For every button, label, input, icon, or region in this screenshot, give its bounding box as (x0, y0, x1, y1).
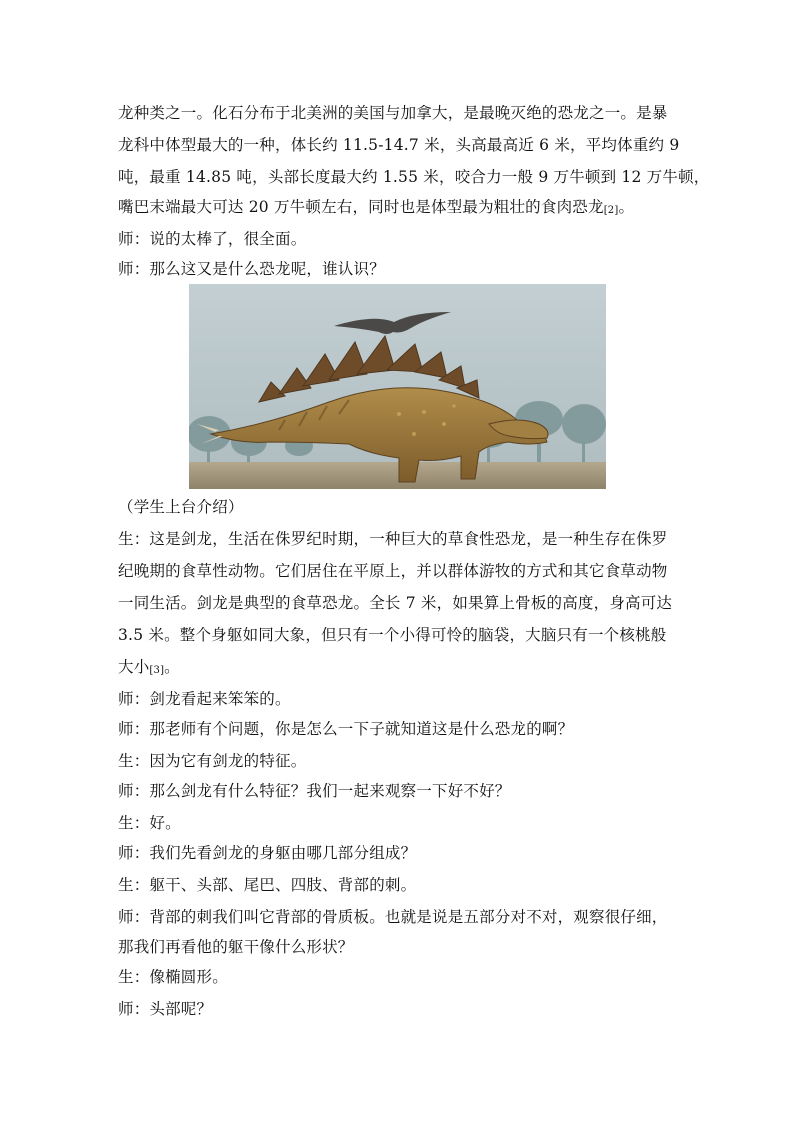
student-line-2: 纪晚期的食草性动物。它们居住在平原上，并以群体游牧的方式和其它食草动物 (118, 562, 668, 580)
reference-2: [2] (603, 205, 619, 216)
intro-line-1: 龙种类之一。化石分布于北美洲的美国与加拿大，是最晚灭绝的恐龙之一。是暴 (118, 104, 668, 122)
dialogue-line: 生：躯干、头部、尾巴、四肢、背部的刺。 (118, 876, 417, 894)
dialogue-line: 生：好。 (118, 814, 181, 832)
intro-line-4 (118, 196, 698, 222)
dialogue-line: 生：因为它有剑龙的特征。 (118, 752, 307, 770)
intro-line-3: 吨，最重 14.85 吨，头部长度最大约 1.55 米，咬合力一般 9 万牛顿到 12 万牛顿， (118, 168, 710, 186)
student-line-5 (118, 656, 698, 682)
student-line-3: 一同生活。剑龙是典型的食草恐龙。全长 7 米，如果算上骨板的高度，身高可达 (118, 594, 673, 612)
dialogue-line: 师：背部的刺我们叫它背部的骨质板。也就是说是五部分对不对，观察很仔细， (118, 908, 668, 926)
ground (189, 462, 606, 489)
stegosaurus-illustration (189, 284, 606, 489)
dialogue-line: 那我们再看他的躯干像什么形状？ (118, 938, 354, 956)
reference-3: [3] (149, 665, 165, 676)
dialogue-line: 师：头部呢？ (118, 1000, 213, 1018)
figure-caption: （学生上台介绍） (118, 498, 244, 516)
student-end-period: 。 (164, 658, 180, 676)
intro-end-period: 。 (618, 198, 635, 216)
dialogue-line: 师：我们先看剑龙的身躯由哪几部分组成？ (118, 844, 417, 862)
dialogue-teacher-praise: 师：说的太棒了，很全面。 (118, 230, 307, 248)
dialogue-line: 师：剑龙看起来笨笨的。 (118, 690, 291, 708)
intro-line-4-text: 嘴巴末端最大可达 20 万牛顿左右，同时也是体型最为粗壮的食肉恐龙 (118, 198, 604, 216)
student-line-1: 生：这是剑龙，生活在侏罗纪时期，一种巨大的草食性恐龙，是一种生存在侏罗 (118, 530, 668, 548)
intro-line-2: 龙科中体型最大的一种，体长约 11.5-14.7 米，头高最高近 6 米，平均体重约 9 (118, 136, 680, 154)
dialogue-teacher-question: 师：那么这又是什么恐龙呢，谁认识？ (118, 260, 385, 278)
student-line-4: 3.5 米。整个身躯如同大象，但只有一个小得可怜的脑袋，大脑只有一个核桃般 (118, 626, 667, 644)
dialogue-line: 师：那老师有个问题，你是怎么一下子就知道这是什么恐龙的啊？ (118, 720, 574, 738)
student-line-5-text: 大小 (118, 658, 150, 676)
dialogue-line: 师：那么剑龙有什么特征？我们一起来观察一下好不好？ (118, 782, 511, 800)
dialogue-line: 生：像椭圆形。 (118, 968, 228, 986)
